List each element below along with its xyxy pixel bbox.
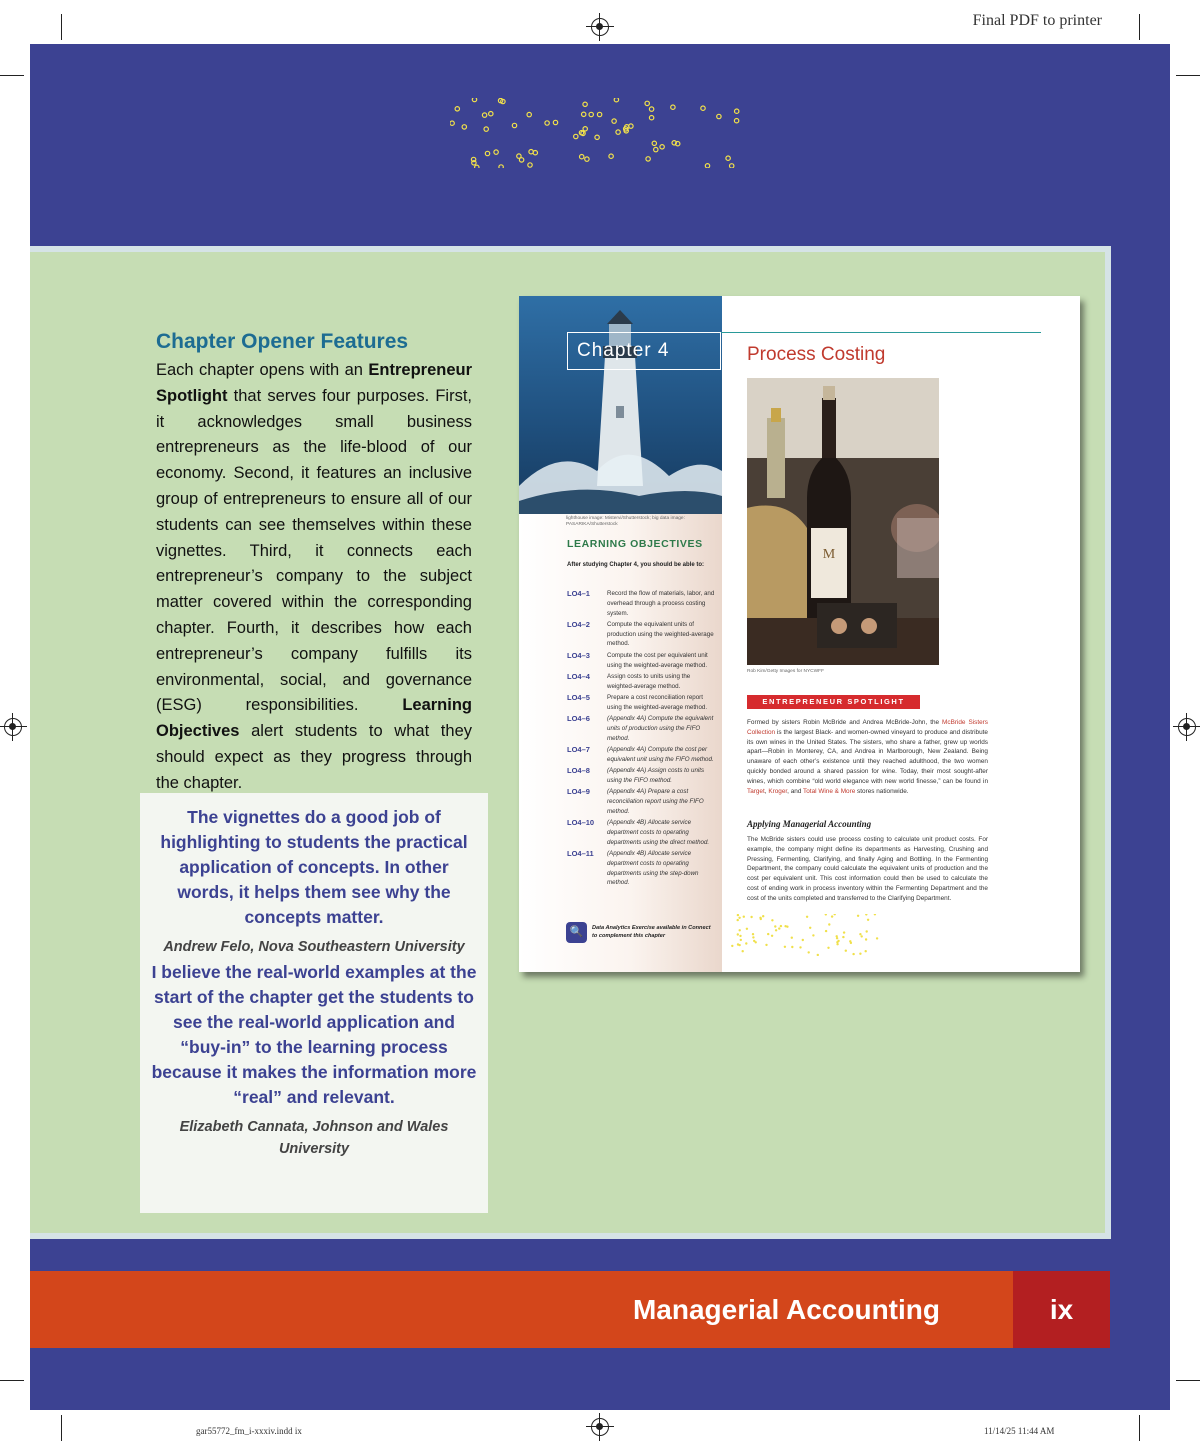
final-pdf-label: Final PDF to printer xyxy=(972,12,1102,29)
lighthouse-image xyxy=(519,296,722,514)
objective-description: Compute the cost per equivalent unit using the weighted-average method. xyxy=(607,651,708,669)
testimonial-box xyxy=(140,793,488,1213)
objective-description: (Appendix 4B) Allocate service department costs to operating departments using the direct method. xyxy=(607,819,710,846)
crop-mark xyxy=(1176,1380,1200,1381)
objective-code: LO4–4 xyxy=(567,671,590,681)
chapter-opener-features xyxy=(156,330,472,797)
kroger-link: Kroger xyxy=(768,787,788,795)
data-analytics-icon: 🔍 xyxy=(566,922,587,943)
header-rule xyxy=(721,332,1041,333)
learning-objective xyxy=(567,818,717,847)
registration-mark-icon xyxy=(1178,718,1196,736)
objective-code: LO4–9 xyxy=(567,787,590,797)
registration-mark-icon xyxy=(591,18,609,36)
crop-mark xyxy=(0,75,24,76)
objective-code: LO4–5 xyxy=(567,692,590,702)
slug-filename: gar55772_fm_i-xxxiv.indd ix xyxy=(196,1426,302,1436)
crop-mark xyxy=(61,1415,62,1441)
objective-code: LO4–8 xyxy=(567,766,590,776)
decorative-dots xyxy=(724,914,879,956)
book-title: Managerial Accounting xyxy=(632,1294,940,1325)
learning-objective xyxy=(567,714,717,743)
testimonial-author: Andrew Felo, Nova Southeastern University xyxy=(163,939,465,955)
total-wine-link: Total Wine & More xyxy=(803,787,856,795)
testimonial-author: Elizabeth Cannata, Johnson and Wales University xyxy=(179,1119,449,1157)
registration-mark-icon xyxy=(4,718,22,736)
learning-objective xyxy=(567,589,717,618)
learning-objective xyxy=(567,620,717,649)
learning-objectives-term: Learning Objectives xyxy=(156,696,472,741)
image-credit: lighthouse image: Mistervi/Shutterstock; big data image: PASARIKA/Shutterstock xyxy=(566,516,685,527)
crop-mark xyxy=(61,14,62,40)
target-link: Target xyxy=(747,787,765,795)
data-analytics-note: Data Analytics Exercise available in Connect to complement this chapter xyxy=(592,925,711,939)
registration-mark-icon xyxy=(591,1418,609,1436)
objective-code: LO4–6 xyxy=(567,714,590,724)
objective-description: Record the flow of materials, labor, and overhead through a process costing system. xyxy=(607,590,715,617)
slug-date: 11/14/25 11:44 AM xyxy=(984,1426,1055,1436)
applying-managerial-accounting-heading: Applying Managerial Accounting xyxy=(747,819,872,829)
learning-objectives-intro: After studying Chapter 4, you should be able to: xyxy=(567,562,705,568)
objective-code: LO4–11 xyxy=(567,848,594,858)
objective-description: (Appendix 4A) Compute the equivalent units of production using the FIFO method. xyxy=(607,715,714,742)
features-heading: Chapter Opener Features xyxy=(156,330,409,353)
crop-mark xyxy=(0,1380,24,1381)
wine-photo xyxy=(747,378,939,665)
entrepreneur-spotlight-badge: ENTREPRENEUR SPOTLIGHT xyxy=(747,695,920,709)
objective-code: LO4–2 xyxy=(567,619,590,629)
entrepreneur-spotlight-term: Entrepreneur Spotlight xyxy=(156,361,472,405)
learning-objective xyxy=(567,651,717,671)
objective-code: LO4–7 xyxy=(567,744,590,754)
learning-objective xyxy=(567,766,717,786)
learning-objectives-list xyxy=(567,589,717,890)
objective-description: (Appendix 4A) Compute the cost per equivalent unit using the FIFO method. xyxy=(607,745,714,763)
mcbride-link: McBride Sisters Collection xyxy=(747,719,988,736)
photo-credit: Rob Kim/Getty Images for NYCWFF xyxy=(747,669,825,674)
chapter-label: Chapter 4 xyxy=(577,340,670,361)
objective-code: LO4–10 xyxy=(567,818,595,828)
objective-description: (Appendix 4A) Prepare a cost reconciliation report using the FIFO method. xyxy=(607,788,704,815)
crop-mark xyxy=(1139,14,1140,40)
crop-mark xyxy=(1176,75,1200,76)
chapter-title: Process Costing xyxy=(747,344,886,365)
objective-description: (Appendix 4B) Allocate service department costs to operating departments using the step-down method. xyxy=(607,849,699,887)
learning-objective xyxy=(567,849,717,888)
crop-mark xyxy=(1139,1415,1140,1441)
objective-description: Assign costs to units using the weighted-average method. xyxy=(607,672,691,690)
features-paragraph: Each chapter opens with an Entrepreneur Spotlight that serves four purposes. First, it acknowledges small business entrepreneurs as the life-blood of our economy. Second, it features an inclusive group of entrepreneurs to ensure all of our students can see themselves within these vignettes. Third, it connects each entrepreneur’s company to the subject matter covered within the corresponding chapter. Fourth, it describes how each entrepreneur’s company fulfills its environmental, social, and governance (ESG) responsibilities. Learning Objectives alert students to what they should expect as they progress through the chapter. xyxy=(156,361,472,792)
applying-managerial-accounting-paragraph: The McBride sisters could use process costing to calculate unit product costs. For example, the company might define its departments as Harvesting, Crushing and Pressing, Fermenting, Clarifying, and finally Aging and Bottling. In the Fermenting Department, the company could calculate the equivalent units of production and the cost per equivalent unit. This cost information could then be used to calculate the cost of ending work in process inventory within the Fermenting Department and the cost of the units completed and transferred to the Clarifying Department. xyxy=(747,836,988,902)
learning-objective xyxy=(567,745,717,765)
learning-objective xyxy=(567,672,717,692)
learning-objective xyxy=(567,787,717,816)
objective-description: Compute the equivalent units of production using the weighted-average method. xyxy=(607,620,714,648)
objective-code: LO4–3 xyxy=(567,650,590,660)
decorative-dots xyxy=(450,98,750,168)
svg-text:M: M xyxy=(822,547,836,562)
learning-objectives-heading: LEARNING OBJECTIVES xyxy=(567,538,703,550)
learning-objective xyxy=(567,693,717,713)
page-number: ix xyxy=(1049,1294,1074,1325)
objective-description: Prepare a cost reconciliation report using the weighted-average method. xyxy=(607,693,708,711)
objective-description: (Appendix 4A) Assign costs to units using the FIFO method. xyxy=(607,767,705,784)
testimonial-quote: I believe the real-world examples at the start of the chapter get the students to see the real-world application and “buy-in” to the learning process because it makes the information more “real” and relevant. xyxy=(151,962,477,1107)
chapter-opener-sample xyxy=(519,296,1080,972)
spotlight-paragraph: Formed by sisters Robin McBride and Andrea McBride-John, the McBride Sisters Collection is the largest Black- and women-owned vineyard to produce and distribute its own wines in the United States. The sisters, who share a father, grew up worlds apart—Robin in Monterey, CA, and Andrea in Marlborough, New Zealand. Being unaware of each other’s existence until they reached adulthood, the two women quickly bonded around a shared passion for wine. Today, their most sought-after wines, which combine “old world elegance with new world finesse,” can be found in Target, Kroger, and Total Wine & More stores nationwide. xyxy=(747,719,988,795)
testimonial-quote: The vignettes do a good job of highlighting to students the practical application of concepts. In other words, it helps them see why the concepts matter. xyxy=(160,807,468,927)
objective-code: LO4–1 xyxy=(567,589,590,598)
